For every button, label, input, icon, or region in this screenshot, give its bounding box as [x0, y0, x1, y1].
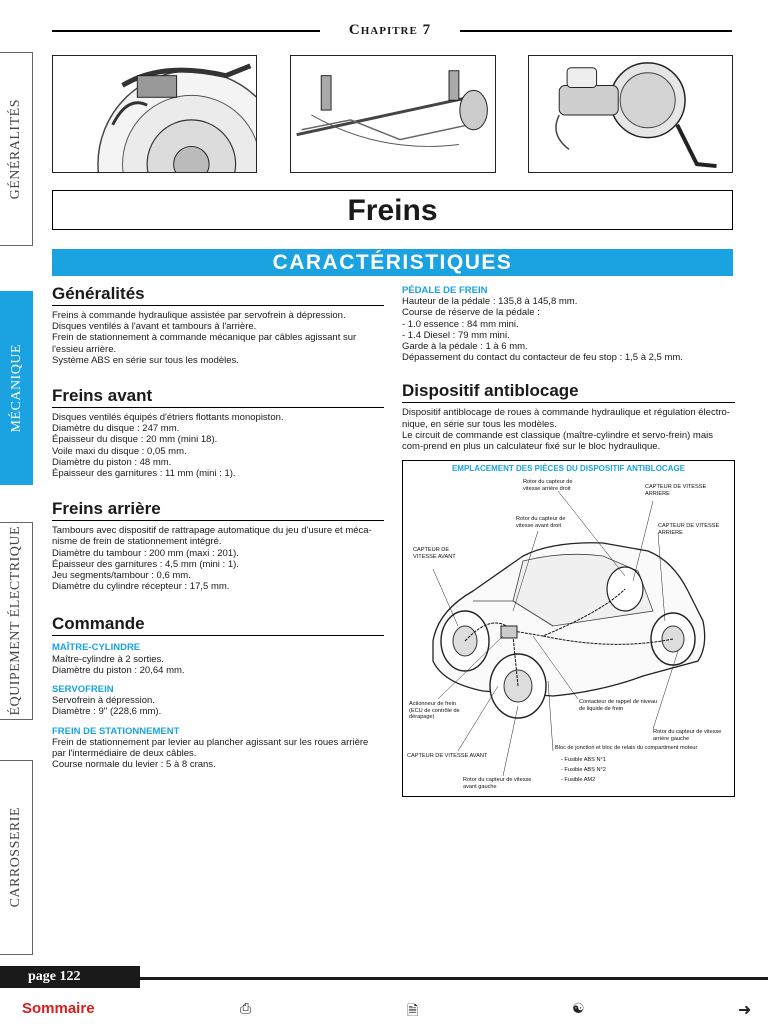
label-rotor-avant-gauche: Rotor du capteur de vitesse avant gauche [463, 777, 532, 790]
label-actionneur: Actionneur de frein (ECU de contrôle de dérapage) [409, 701, 460, 721]
label-rotor-arriere-droit: Rotor du capteur de vitesse arrière droit [523, 479, 573, 492]
left-column [52, 284, 384, 770]
master-cylinder-drawing [529, 56, 732, 172]
header-rule-left [52, 30, 320, 32]
front-brake-drawing [53, 56, 256, 172]
label-capteur-avant: CAPTEUR DE VITESSE AVANT [413, 547, 456, 560]
subheading-frein-stationnement: FREIN DE STATIONNEMENT [52, 725, 180, 737]
section-banner: CARACTÉRISTIQUES [52, 249, 733, 276]
page-number: page 122 [0, 966, 140, 988]
generalites-text: Freins à commande hydraulique assistée par servofrein à dépression. Disques ventilés à l'avant et tambours à l'arrière. Frein de stationnement à commande mécanique par câbles agissant sur l'essieu arrière. Système ABS en série sur tous les modèles. [52, 310, 359, 366]
subheading-maitre-cylindre: MAÎTRE-CYLINDRE [52, 642, 141, 654]
freins-avant-text: Disques ventilés équipés d'étriers flottants monopiston. Diamètre du disque : 247 mm. Épaisseur du disque : 20 mm (mini 18). Voile maxi du disque : 0,05 mm. Diamètre du piston : 48 mm. Épaisseur des garnitures : 11 mm (mini : 1). [52, 412, 284, 480]
search-page-icon[interactable]: 🗎 [407, 1002, 419, 1018]
heading-freins-arriere: Freins arrière [52, 499, 384, 521]
subheading-servofrein: SERVOFREIN [52, 684, 114, 696]
print-icon[interactable]: ⎙ [240, 1000, 252, 1016]
tab-carrosserie[interactable]: CARROSSERIE [0, 760, 33, 955]
label-capteur-avant-2: CAPTEUR DE VITESSE AVANT [407, 753, 488, 759]
label-capteur-arriere-1: CAPTEUR DE VITESSE ARRIERE [645, 484, 707, 497]
freins-arriere-text: Tambours avec dispositif de rattrapage automatique du jeu d'usure et méca-nisme de frein de stationnement intégré. Diamètre du tambour : 200 mm (maxi : 201). Épaisseur des garnitures : 4,5 mm (mini : 1). Jeu segments/tambour : 0,6 mm. Diamètre du cylindre récepteur : 17,5 mm. [52, 525, 372, 593]
heading-generalites: Généralités [52, 284, 384, 306]
heading-freins-avant: Freins avant [52, 386, 384, 408]
chapter-title: Chapitre 7 [348, 22, 432, 38]
pedale-text: Hauteur de la pédale : 135,8 à 145,8 mm. Course de réserve de la pédale : - 1.0 essence : 84 mm mini. - 1.4 Diesel : 79 mm mini. Garde à la pédale : 1 à 6 mm. Dépassement du contact du contacteur de feu stop : 1,5 à 2,5 mm. [402, 296, 683, 364]
tab-mecanique[interactable]: MÉCANIQUE [0, 291, 33, 485]
master-cylinder-illustration [528, 55, 733, 173]
label-fusible-3: - Fusible AM2 [561, 777, 596, 783]
subheading-pedale: PÉDALE DE FREIN [402, 285, 488, 296]
commande-text: MAÎTRE-CYLINDRE Maître-cylindre à 2 sorties. Diamètre du piston : 20,64 mm. SERVOFREIN Servofrein à dépression. Diamètre : 9'' (228,6 mm). FREIN DE STATIONNEMENT Frein de stationnement par levier au plancher agissant sur les roues arrière par l'intermédiaire de deux câbles. Course normale du levier : 5 à 8 crans. [52, 642, 384, 770]
antiblocage-text: Dispositif antiblocage de roues à commande hydraulique et régulation électro-nique, en série sur tous les modèles. Le circuit de commande est classique (maître-cylindre et servo-frein) mais com-prend en plus un calculateur fixé sur le bloc hydraulique. [402, 407, 730, 453]
footer-rule [140, 977, 768, 980]
heading-commande: Commande [52, 614, 384, 636]
next-arrow-icon[interactable]: ➜ [738, 1002, 752, 1019]
label-rotor-arriere-gauche: Rotor du capteur de vitesse arrière gauche [653, 729, 722, 742]
rear-brake-drawing [291, 56, 495, 172]
label-bloc-jonction: Bloc de jonction et bloc de relais du compartiment moteur [555, 745, 698, 751]
label-contacteur: Contacteur de rappel de niveau de liquide de frein [579, 699, 658, 712]
tab-generalites[interactable]: GÉNÉRALITÉS [0, 52, 33, 246]
label-rotor-avant-droit: Rotor du capteur de vitesse avant droit [516, 516, 566, 529]
rear-brake-illustration [290, 55, 496, 173]
page-title: Freins [52, 190, 733, 230]
header-rule-right [460, 30, 732, 32]
diagram-title: EMPLACEMENT DES PIÈCES DU DISPOSITIF ANTIBLOCAGE [451, 464, 686, 473]
right-column [402, 285, 735, 452]
label-fusible-2: - Fusible ABS N°2 [561, 767, 606, 773]
sommaire-link[interactable]: Sommaire [22, 1000, 95, 1017]
heading-antiblocage: Dispositif antiblocage [402, 381, 735, 403]
abs-diagram [402, 460, 735, 797]
label-fusible-1: - Fusible ABS N°1 [561, 757, 606, 763]
front-brake-illustration [52, 55, 257, 173]
label-capteur-arriere-2: CAPTEUR DE VITESSE ARRIERE [658, 523, 720, 536]
binoculars-icon[interactable]: ☯ [572, 1000, 585, 1016]
tab-equipement-electrique[interactable]: ÉQUIPEMENT ÉLECTRIQUE [0, 522, 33, 720]
